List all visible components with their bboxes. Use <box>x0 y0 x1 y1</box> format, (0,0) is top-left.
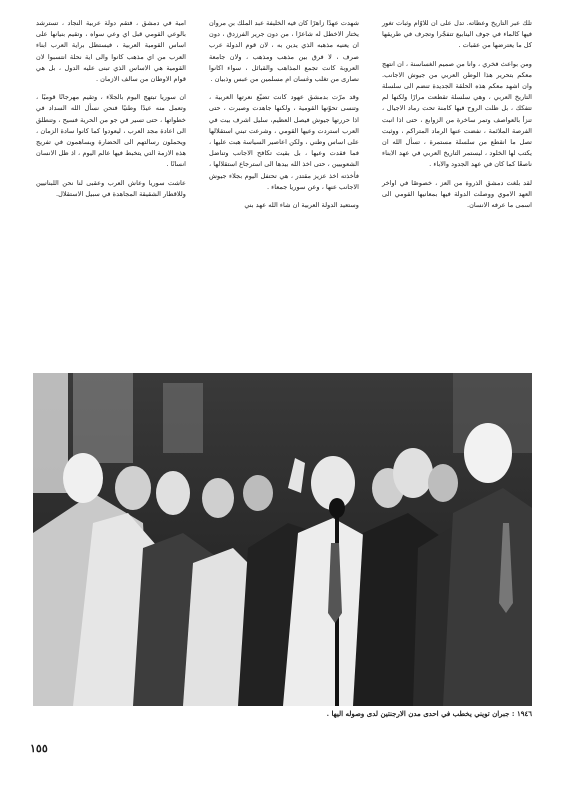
historical-photograph <box>33 373 532 706</box>
photo-image <box>33 373 532 706</box>
photo-caption: ١٩٤٦ : جبران تويني يخطب في احدى مدن الارجنتين لدى وصوله اليها . <box>326 709 532 718</box>
paragraph: ومن بواعث فخري ، وانا من صميم الغساسنة ، ان انتهج معكم بتحرير هذا الوطن العربي من جيوش الاجانب. وان اشهد معكم هذه الحلقة الجديدة تنضم الى سلسلة التاريخ العربي ، وهي سلسلة تقطعت مرارًا ولكنها لم تتفكك ، بل ظلت الروح فيها كامنة تحت رماد الاجيال ، تنزأ بالعواصف وتمر ساخرة من الزوابع ، حتى اذا انبت الفرصة الملائمة ، نفضت عنها الرماد المتراكم ، ووثبت تصل ما انقطع من سلسلة مستمرة ، تسأل الله ان يكتب لها الخلود ، ليستمر التاريخ العربي في عهد الابناء ناصعًا كما كان في عهد الجدود والاباء . <box>382 59 532 169</box>
text-column-left <box>36 18 186 207</box>
paragraph: ان سوريا تبتهج اليوم بالجلاء ، وتقيم مهرجانًا قوميًا ، وتعمل منه عيدًا وطنيًا فنحن نسأل الله السداد في خطواتها ، حتى تسير في جو من الحرية فسيح ، وتنطلق الى اعادة مجد العرب ، ليعودوا كما كانوا سادة الزمان ، ويحملون رسالتهم الى الحضارة ويساهمون في تفريج هذه الازمة التي يتخبط فيها عالم اليوم ، اذ ظل الانسان انسانًا . <box>36 93 186 169</box>
paragraph: وستعيد الدولة العربية ان شاء الله عهد بني <box>244 201 359 210</box>
text-column-right <box>382 18 532 218</box>
paragraph: عاشت سوريا وعاش العرب وعقبى لنا نحن اللبنانيين وللاقطار الشقيقة المجاهدة في سبيل الاستقلال. <box>36 178 186 198</box>
paragraph: لقد بلغت دمشق الذروة من العز ، خصوصًا في اواخر العهد الاموي ووصلت الدولة فيها بمعانيها القومي الى اسمى ما عرفه الانسان. <box>382 178 532 210</box>
paragraph: تلك عبر التاريخ وعظاته. تدل على ان للاوّام وثبات تغور فيها كالماء في جوف الينابيع تتفجّرا وتجرف في طريقها كل ما يعترضها من عقبات . <box>382 19 532 50</box>
text-column-middle <box>209 18 359 218</box>
paragraph: شهدت عهدًا زاهرًا كان فيه الخليفة عبد الملك بن مروان يختار الاخطل له شاعرًا ، من دون جرير الفرزدق ، دون ان يعنيه مذهبه الذي يدين به ، لان قوم الدولة عرب صرف ، لا فرق بين مذهب ومذهب ، ولان جامعة العروبة كانت تجمع المذاهب والقبائل ، سواء اكانوا نصارى من تغلب وغسان ام مسلمين من عبس وذبيان . <box>209 19 359 84</box>
page-number: ١٥٥ <box>30 742 48 755</box>
paragraph: وقد مرّت بدمشق عهود كانت تضيّع نعرتها العربية ، وتنسى تحوّنها القومية ، ولكنها جاهدت وصبرت ، حتى اذا حررتها جيوش فيصل العظيم، سليل اشرف بيت في العرب استردت وعيها القومي ، وشرعت تبني استقلالها على اساس وطني ، ولكن اعاصير السياسة هبت عليها ، فما فقدت وعيها ، بل بقيت تكافح الاجانب وتناضل الشعوبيين ، حتى اخذ الله بيدها الى استرجاع استقلالها ، فأخذته اخذ عزيز مقتدر ، هي تحتفل اليوم بجلاء جيوش الاجانب عنها ، وعن سوريا جمعاء . <box>209 93 359 191</box>
paragraph: امية في دمشق ، فتقم دولة عربية النجاد ، تسترشد بالوعي القومي قبل اي وعي سواه ، وتقيم بنيانها على اساس القومية العربية ، فيستظل براية العرب ابناء العرب من اي مذهب كانوا والى اية نحلة انتسبوا لان القومية هي الاساس الذي تبنى عليه الدول ، بل هي قوام الاوطان من سالف الازمان . <box>36 19 186 84</box>
